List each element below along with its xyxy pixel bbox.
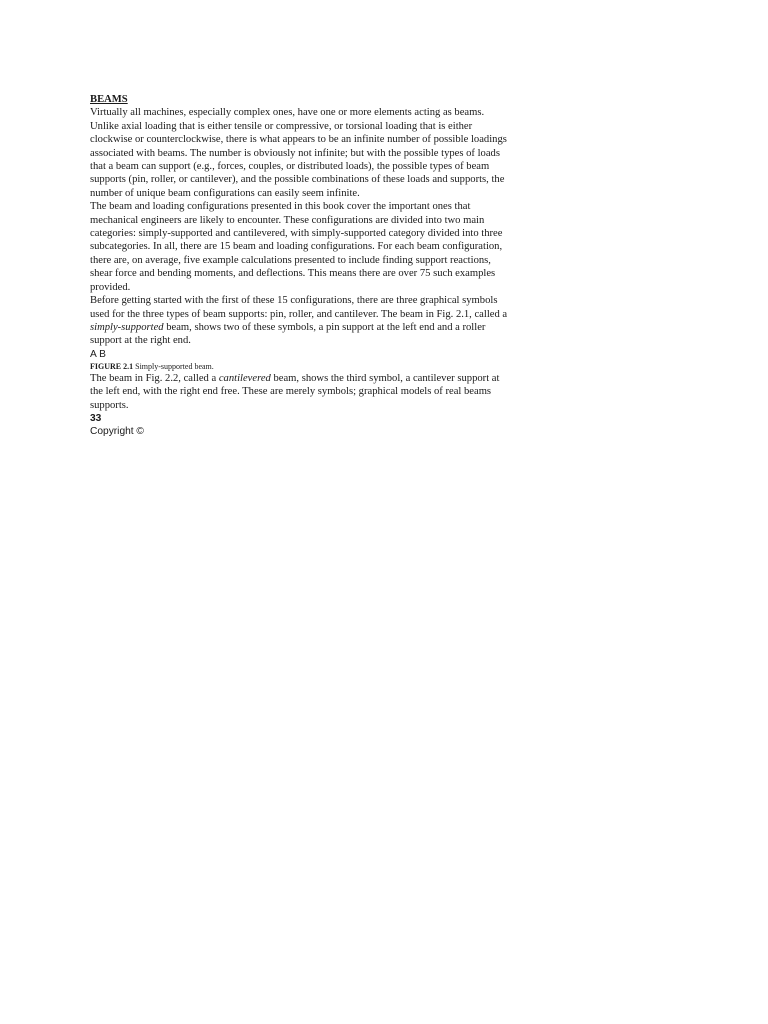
paragraph-symbols-text-end: beam, shows two of these symbols, a pin support at the left end and a roller support at the right end. [90,321,486,347]
figure-caption [90,361,510,372]
figure-number: FIGURE 2.1 [90,361,134,371]
document-page [90,93,510,438]
paragraph-configurations: The beam and loading configurations presented in this book cover the important ones that mechanical engineers are likely to encounter. These configurations are divided into two main categories: simply-supported and cantilevered, with simply-supported category divided into three subcategories. In all, there are 15 beam and loading configurations. For each beam configuration, there are, on average, five example calculations presented to include finding support reactions, shear force and bending moments, and deflections. This means there are over 75 such examples provided. [90,201,503,293]
paragraph-symbols-text-start: Before getting started with the first of these 15 configurations, there are three graphical symbols used for the three types of beam supports: pin, roller, and cantilever. The beam in Fig. 2.1, called a [90,295,508,320]
paragraph-symbols-emphasis: simply-supported [90,321,164,333]
paragraph-cantilever [90,372,510,412]
section-heading: BEAMS [90,94,128,105]
paragraph-intro: Virtually all machines, especially complex ones, have one or more elements acting as beams. Unlike axial loading that is either tensile or compressive, or torsional loading that is either clockwise or counterclockwise, there is what appears to be an infinite number of possible loadings associated with beams. The number is obviously not infinite; but with the possible types of loads that a beam can support (e.g., forces, couples, or distributed loads), the possible types of beam supports (pin, roller, or cantilever), and the possible combinations of these loads and supports, the number of unique beam configurations can easily seem infinite. [90,107,507,199]
paragraph-symbols [90,294,510,348]
paragraph-cantilever-emphasis: cantilevered [218,372,271,384]
paragraph-cantilever-text-start: The beam in Fig. 2.2, called a [90,372,219,384]
figure-caption-text: Simply-supported beam. [133,361,214,371]
copyright-notice: Copyright © [90,425,144,437]
figure-point-labels: A B [90,348,106,360]
page-number: 33 [90,412,102,424]
paragraph-cantilever-text-end: beam, shows the third symbol, a cantilever support at the left end, with the right end free. These are merely symbols; graphical models of real beams supports. [90,372,500,411]
